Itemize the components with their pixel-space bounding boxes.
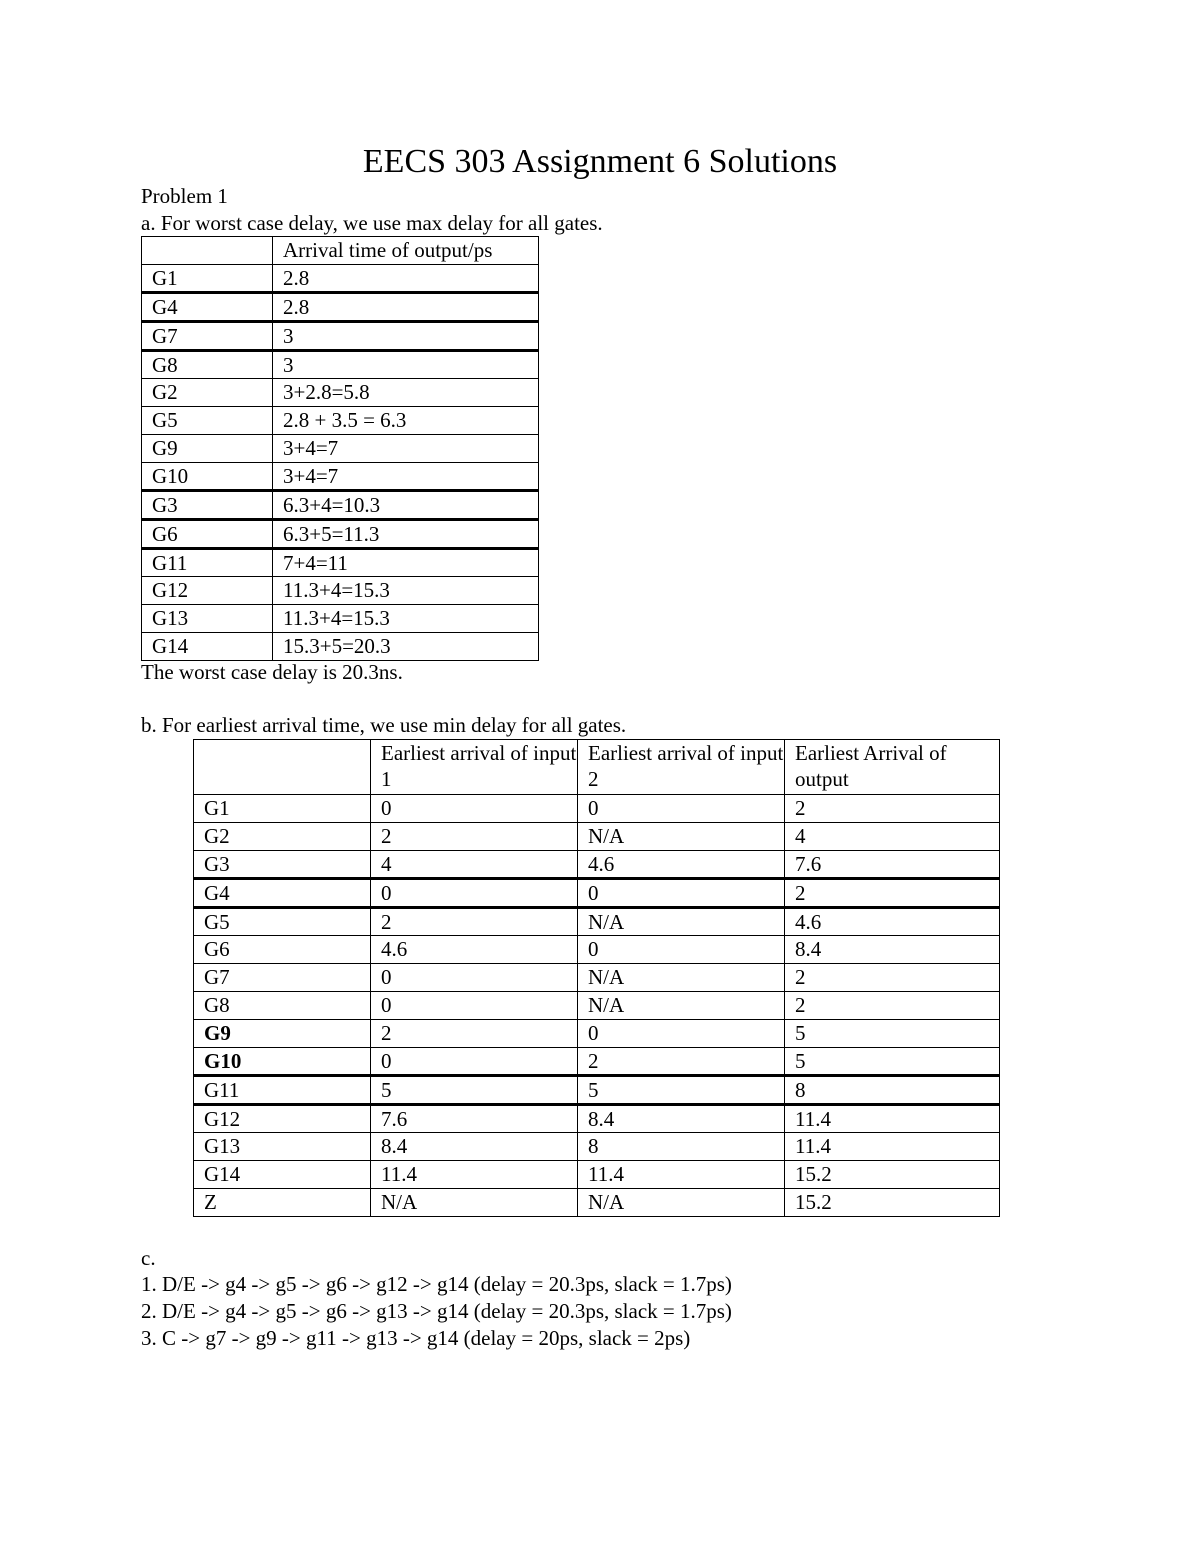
table-header-cell: Arrival time of output/ps bbox=[273, 237, 539, 265]
table-header-cell bbox=[142, 237, 273, 265]
gate-cell: G4 bbox=[194, 879, 371, 908]
gate-cell: G8 bbox=[142, 351, 273, 379]
gate-cell: G13 bbox=[142, 605, 273, 633]
input2-cell: 5 bbox=[578, 1076, 785, 1105]
table-header-cell bbox=[194, 740, 371, 795]
input2-cell: 0 bbox=[578, 1020, 785, 1048]
gate-cell: G5 bbox=[194, 908, 371, 936]
gate-cell: G11 bbox=[194, 1076, 371, 1105]
input1-cell: 2 bbox=[371, 908, 578, 936]
table-row bbox=[142, 577, 539, 605]
table-row bbox=[142, 293, 539, 322]
input2-cell: N/A bbox=[578, 908, 785, 936]
gate-cell: G6 bbox=[142, 520, 273, 549]
input1-cell: 0 bbox=[371, 992, 578, 1020]
gate-cell: G14 bbox=[142, 633, 273, 661]
part-b-intro: b. For earliest arrival time, we use min delay for all gates. bbox=[141, 713, 627, 737]
table-row bbox=[194, 1105, 1000, 1133]
input1-cell: 0 bbox=[371, 879, 578, 908]
output-cell: 7.6 bbox=[785, 851, 1000, 879]
output-cell: 15.2 bbox=[785, 1161, 1000, 1189]
input2-cell: 4.6 bbox=[578, 851, 785, 879]
input1-cell: N/A bbox=[371, 1189, 578, 1217]
arrival-cell: 2.8 + 3.5 = 6.3 bbox=[273, 407, 539, 435]
table-row bbox=[142, 605, 539, 633]
gate-cell: G12 bbox=[142, 577, 273, 605]
table-row bbox=[142, 435, 539, 463]
table-header-row bbox=[194, 740, 1000, 795]
output-cell: 4 bbox=[785, 823, 1000, 851]
arrival-cell: 3+4=7 bbox=[273, 435, 539, 463]
table-row bbox=[194, 1133, 1000, 1161]
output-cell: 15.2 bbox=[785, 1189, 1000, 1217]
gate-cell: G3 bbox=[194, 851, 371, 879]
table-row bbox=[194, 1048, 1000, 1076]
table-row bbox=[194, 992, 1000, 1020]
gate-cell: G1 bbox=[142, 265, 273, 293]
input1-cell: 2 bbox=[371, 1020, 578, 1048]
gate-cell: G1 bbox=[194, 795, 371, 823]
gate-cell: G10 bbox=[142, 463, 273, 491]
part-a-conclusion: The worst case delay is 20.3ns. bbox=[141, 660, 403, 684]
arrival-cell: 2.8 bbox=[273, 293, 539, 322]
gate-cell: G8 bbox=[194, 992, 371, 1020]
table-header-row bbox=[142, 237, 539, 265]
table-row bbox=[194, 1020, 1000, 1048]
table-row bbox=[194, 823, 1000, 851]
output-cell: 2 bbox=[785, 964, 1000, 992]
input1-cell: 0 bbox=[371, 964, 578, 992]
output-cell: 2 bbox=[785, 992, 1000, 1020]
part-c-label: c. bbox=[141, 1246, 156, 1270]
input2-cell: N/A bbox=[578, 992, 785, 1020]
arrival-cell: 3+2.8=5.8 bbox=[273, 379, 539, 407]
problem-label: Problem 1 bbox=[141, 184, 228, 208]
output-cell: 5 bbox=[785, 1048, 1000, 1076]
table-row bbox=[142, 322, 539, 351]
output-cell: 8.4 bbox=[785, 936, 1000, 964]
table-header-cell: Earliest arrival of input 1 bbox=[371, 740, 578, 795]
gate-cell: G11 bbox=[142, 549, 273, 577]
table-row bbox=[194, 936, 1000, 964]
output-cell: 2 bbox=[785, 795, 1000, 823]
input1-cell: 0 bbox=[371, 1048, 578, 1076]
input1-cell: 11.4 bbox=[371, 1161, 578, 1189]
input1-cell: 5 bbox=[371, 1076, 578, 1105]
input2-cell: 8.4 bbox=[578, 1105, 785, 1133]
earliest-arrival-table bbox=[193, 739, 1000, 1217]
table-row bbox=[142, 463, 539, 491]
table-header-cell: Earliest Arrival of output bbox=[785, 740, 1000, 795]
gate-cell: G7 bbox=[194, 964, 371, 992]
critical-path-1: 1. D/E -> g4 -> g5 -> g6 -> g12 -> g14 (delay = 20.3ps, slack = 1.7ps) bbox=[141, 1272, 732, 1296]
input2-cell: N/A bbox=[578, 1189, 785, 1217]
output-cell: 4.6 bbox=[785, 908, 1000, 936]
table-row bbox=[142, 265, 539, 293]
document-title: EECS 303 Assignment 6 Solutions bbox=[362, 143, 838, 180]
table-row bbox=[142, 351, 539, 379]
input1-cell: 7.6 bbox=[371, 1105, 578, 1133]
table-row bbox=[194, 879, 1000, 908]
part-a-intro: a. For worst case delay, we use max delay for all gates. bbox=[141, 211, 603, 235]
table-row bbox=[142, 520, 539, 549]
input2-cell: 11.4 bbox=[578, 1161, 785, 1189]
gate-cell: Z bbox=[194, 1189, 371, 1217]
gate-cell: G6 bbox=[194, 936, 371, 964]
input2-cell: 0 bbox=[578, 879, 785, 908]
arrival-cell: 3+4=7 bbox=[273, 463, 539, 491]
critical-path-3: 3. C -> g7 -> g9 -> g11 -> g13 -> g14 (delay = 20ps, slack = 2ps) bbox=[141, 1326, 691, 1350]
table-header-cell: Earliest arrival of input 2 bbox=[578, 740, 785, 795]
worst-case-delay-table bbox=[141, 236, 539, 661]
input2-cell: N/A bbox=[578, 823, 785, 851]
gate-cell: G7 bbox=[142, 322, 273, 351]
input1-cell: 2 bbox=[371, 823, 578, 851]
table-row bbox=[142, 379, 539, 407]
table-row bbox=[194, 795, 1000, 823]
arrival-cell: 3 bbox=[273, 351, 539, 379]
table-row bbox=[194, 1076, 1000, 1105]
gate-cell: G9 bbox=[194, 1020, 371, 1048]
arrival-cell: 11.3+4=15.3 bbox=[273, 605, 539, 633]
arrival-cell: 7+4=11 bbox=[273, 549, 539, 577]
input1-cell: 4.6 bbox=[371, 936, 578, 964]
input1-cell: 8.4 bbox=[371, 1133, 578, 1161]
gate-cell: G2 bbox=[194, 823, 371, 851]
output-cell: 11.4 bbox=[785, 1133, 1000, 1161]
gate-cell: G12 bbox=[194, 1105, 371, 1133]
table-row bbox=[194, 1189, 1000, 1217]
gate-cell: G10 bbox=[194, 1048, 371, 1076]
arrival-cell: 3 bbox=[273, 322, 539, 351]
input2-cell: 0 bbox=[578, 936, 785, 964]
table-row bbox=[142, 633, 539, 661]
input2-cell: 8 bbox=[578, 1133, 785, 1161]
output-cell: 5 bbox=[785, 1020, 1000, 1048]
table-row bbox=[194, 1161, 1000, 1189]
gate-cell: G3 bbox=[142, 491, 273, 520]
output-cell: 8 bbox=[785, 1076, 1000, 1105]
gate-cell: G5 bbox=[142, 407, 273, 435]
input1-cell: 4 bbox=[371, 851, 578, 879]
output-cell: 2 bbox=[785, 879, 1000, 908]
arrival-cell: 6.3+4=10.3 bbox=[273, 491, 539, 520]
input1-cell: 0 bbox=[371, 795, 578, 823]
gate-cell: G9 bbox=[142, 435, 273, 463]
arrival-cell: 15.3+5=20.3 bbox=[273, 633, 539, 661]
table-row bbox=[194, 851, 1000, 879]
table-row bbox=[142, 491, 539, 520]
table-row bbox=[194, 964, 1000, 992]
output-cell: 11.4 bbox=[785, 1105, 1000, 1133]
gate-cell: G4 bbox=[142, 293, 273, 322]
critical-path-2: 2. D/E -> g4 -> g5 -> g6 -> g13 -> g14 (delay = 20.3ps, slack = 1.7ps) bbox=[141, 1299, 732, 1323]
arrival-cell: 2.8 bbox=[273, 265, 539, 293]
table-row bbox=[142, 407, 539, 435]
gate-cell: G14 bbox=[194, 1161, 371, 1189]
gate-cell: G13 bbox=[194, 1133, 371, 1161]
table-row bbox=[142, 549, 539, 577]
input2-cell: 2 bbox=[578, 1048, 785, 1076]
gate-cell: G2 bbox=[142, 379, 273, 407]
table-row bbox=[194, 908, 1000, 936]
input2-cell: N/A bbox=[578, 964, 785, 992]
arrival-cell: 6.3+5=11.3 bbox=[273, 520, 539, 549]
arrival-cell: 11.3+4=15.3 bbox=[273, 577, 539, 605]
input2-cell: 0 bbox=[578, 795, 785, 823]
